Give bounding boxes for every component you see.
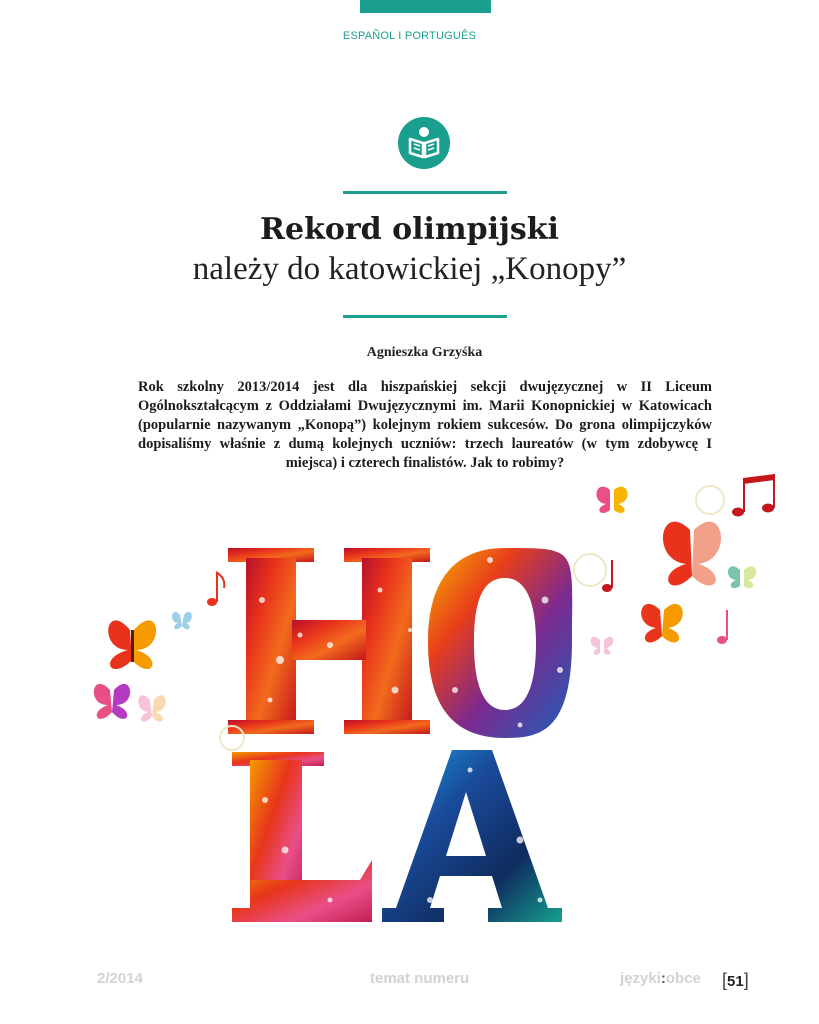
section-tag: ESPAÑOL I PORTUGUÊS xyxy=(342,30,477,42)
music-note-icon xyxy=(732,474,775,517)
music-note-icon xyxy=(207,572,224,606)
footer-theme: temat numeru xyxy=(370,970,470,987)
music-note-icon xyxy=(602,560,613,592)
letter-o xyxy=(428,548,572,738)
magazine-name-part-2: obce xyxy=(665,970,701,987)
footer-magazine-name xyxy=(620,970,701,987)
book-reader-icon xyxy=(398,117,450,169)
butterfly-icon xyxy=(172,612,192,629)
article-author: Agnieszka Grzyśka xyxy=(366,345,483,360)
article-title: Rekord olimpijski xyxy=(260,212,559,247)
footer-issue: 2/2014 xyxy=(97,970,143,987)
page-number-value: 51 xyxy=(727,973,744,990)
letter-h xyxy=(228,548,430,734)
page-bracket-open: [ xyxy=(722,970,728,990)
magazine-name-separator: : xyxy=(660,970,666,987)
hola-illustration xyxy=(0,460,819,960)
page-bracket-close: ] xyxy=(743,970,749,990)
letter-l xyxy=(232,752,372,922)
article-lead: Rok szkolny 2013/2014 jest dla hiszpańskiej sekcji dwujęzycznej w II Liceum Ogólnokształcącym z Oddziałami Dwujęzycznymi im. Marii Konopnickiej w Katowicach (popularnie nazywanym „Konopą”) kolejnym rokiem sukcesów. Do grona olimpijczyków dopisaliśmy właśnie z dumą kolejnych uczniów: trzech laureatów (w tym zdobywcę I miejsca) i czterech finalistów. Jak to robimy? xyxy=(138,379,712,471)
butterfly-icon xyxy=(94,684,130,719)
letter-a xyxy=(382,750,562,922)
title-rule-top xyxy=(343,191,507,194)
butterfly-icon xyxy=(728,566,756,588)
butterfly-icon xyxy=(138,695,165,721)
butterfly-icon xyxy=(641,604,683,643)
magazine-name-part-1: języki xyxy=(620,970,661,987)
music-note-icon xyxy=(717,610,728,644)
butterfly-icon xyxy=(663,522,721,586)
butterfly-icon xyxy=(108,620,156,669)
top-accent-bar xyxy=(360,0,491,13)
page-number xyxy=(722,970,749,991)
title-rule-bottom xyxy=(343,315,507,318)
butterfly-icon xyxy=(591,637,614,655)
article-subtitle: należy do katowickiej „Konopy” xyxy=(192,251,627,287)
butterfly-icon xyxy=(596,487,627,513)
